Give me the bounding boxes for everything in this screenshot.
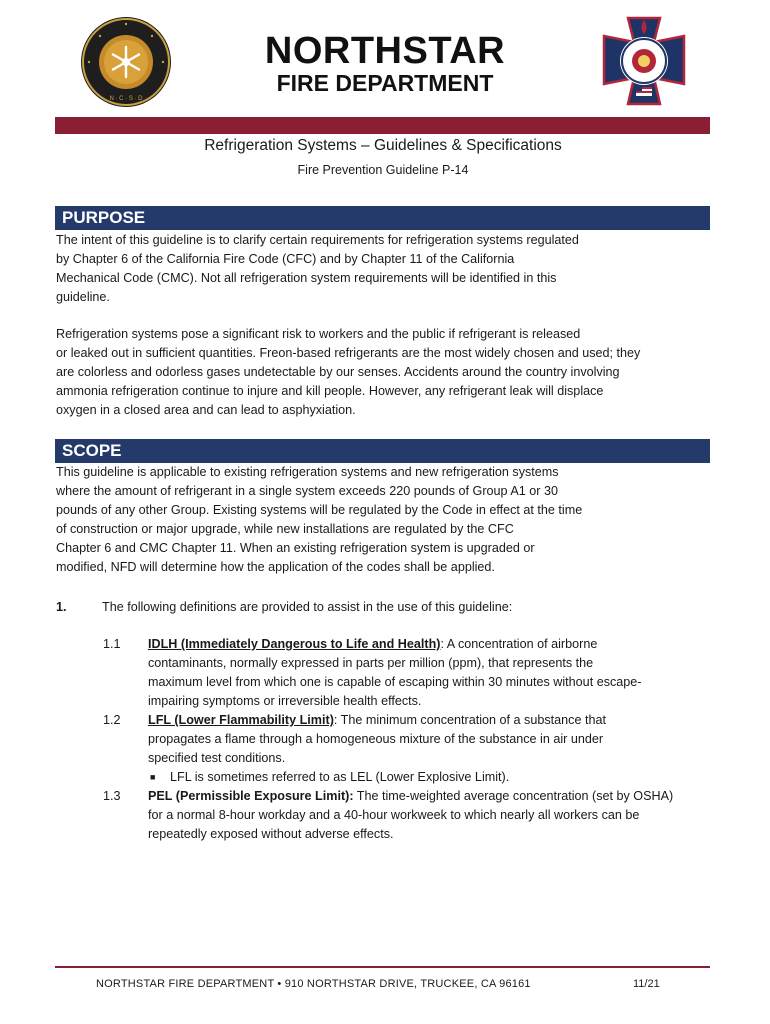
definition-number: 1.2 [103, 713, 121, 727]
purpose-heading: PURPOSE [62, 208, 146, 227]
org-title: NORTHSTAR [264, 30, 506, 72]
header-divider-bar [55, 117, 710, 134]
svg-text:N · C · S · D: N · C · S · D [109, 96, 143, 102]
footer-divider [55, 966, 710, 968]
purpose-paragraph-1: The intent of this guideline is to clarify certain requirements for refrigeration systems regulated by Chapter 6 of the California Fire Code (CFC) and by Chapter 11 of the California Mechanical Code (CMC). Not all refrigeration system requirements will be identified in this guideline. [56, 233, 579, 304]
list-intro: The following definitions are provided to assist in the use of this guideline: [102, 600, 513, 614]
definition-term: IDLH (Immediately Dangerous to Life and Health) [148, 637, 441, 651]
org-subtitle: FIRE DEPARTMENT [276, 70, 494, 96]
footer-date: 11/21 [633, 978, 660, 990]
scope-section-bar [55, 439, 710, 463]
purpose-paragraph-2: Refrigeration systems pose a significant risk to workers and the public if refrigerant is released or leaked out in sufficient quantities. Freon-based refrigerants are the most widely chosen and used; they are colorless and odorless gases undetectable by our senses. Accidents around the country involving ammonia refrigeration continue to injure and kill people. However, any refrigerant leak will displace oxygen in a closed area and can lead to asphyxiation. [56, 327, 641, 417]
document-subtitle: Fire Prevention Guideline P-14 [297, 163, 469, 177]
definition-number: 1.3 [103, 789, 121, 803]
footer-address: NORTHSTAR FIRE DEPARTMENT • 910 NORTHSTAR DRIVE, TRUCKEE, CA 96161 [96, 978, 531, 990]
definition-pel: PEL (Permissible Exposure Limit): The time-weighted average concentration (set by OSHA) for a normal 8-hour workday and a 40-hour workweek to which nearly all workers can be repeatedly exposed without adverse effects. [148, 789, 674, 841]
definition-number: 1.1 [103, 637, 121, 651]
scope-paragraph: This guideline is applicable to existing refrigeration systems and new refrigeration systems where the amount of refrigerant in a single system exceeds 220 pounds of Group A1 or 30 pounds of any other Group. Existing systems will be regulated by the Code in effect at the time of construction or major upgrade, while new installations are regulated by the CFC Chapter 6 and CMC Chapter 11. When an existing refrigeration system is upgraded or modified, NFD will determine how the application of the codes shall be applied. [56, 465, 583, 574]
bullet-note: LFL is sometimes referred to as LEL (Lower Explosive Limit). [170, 770, 510, 784]
definition-lfl: LFL (Lower Flammability Limit): The minimum concentration of a substance that propagates a flame through a homogeneous mixture of the substance in air under specified test conditions. [148, 713, 606, 765]
definition-idlh: IDLH (Immediately Dangerous to Life and Health): A concentration of airborne contaminants, normally expressed in parts per million (ppm), that represents the maximum level from which one is capable of escaping within 30 minutes without escape- impairing symptoms or irreversible health effects. [148, 637, 642, 708]
scope-heading: SCOPE [62, 441, 122, 460]
definition-term: LFL (Lower Flammability Limit) [148, 713, 334, 727]
document-title: Refrigeration Systems – Guidelines & Specifications [204, 137, 562, 154]
list-number: 1. [56, 600, 67, 614]
purpose-section-bar [55, 206, 710, 230]
definition-term: PEL (Permissible Exposure Limit): [148, 789, 354, 803]
square-bullet-icon: ■ [150, 772, 156, 782]
